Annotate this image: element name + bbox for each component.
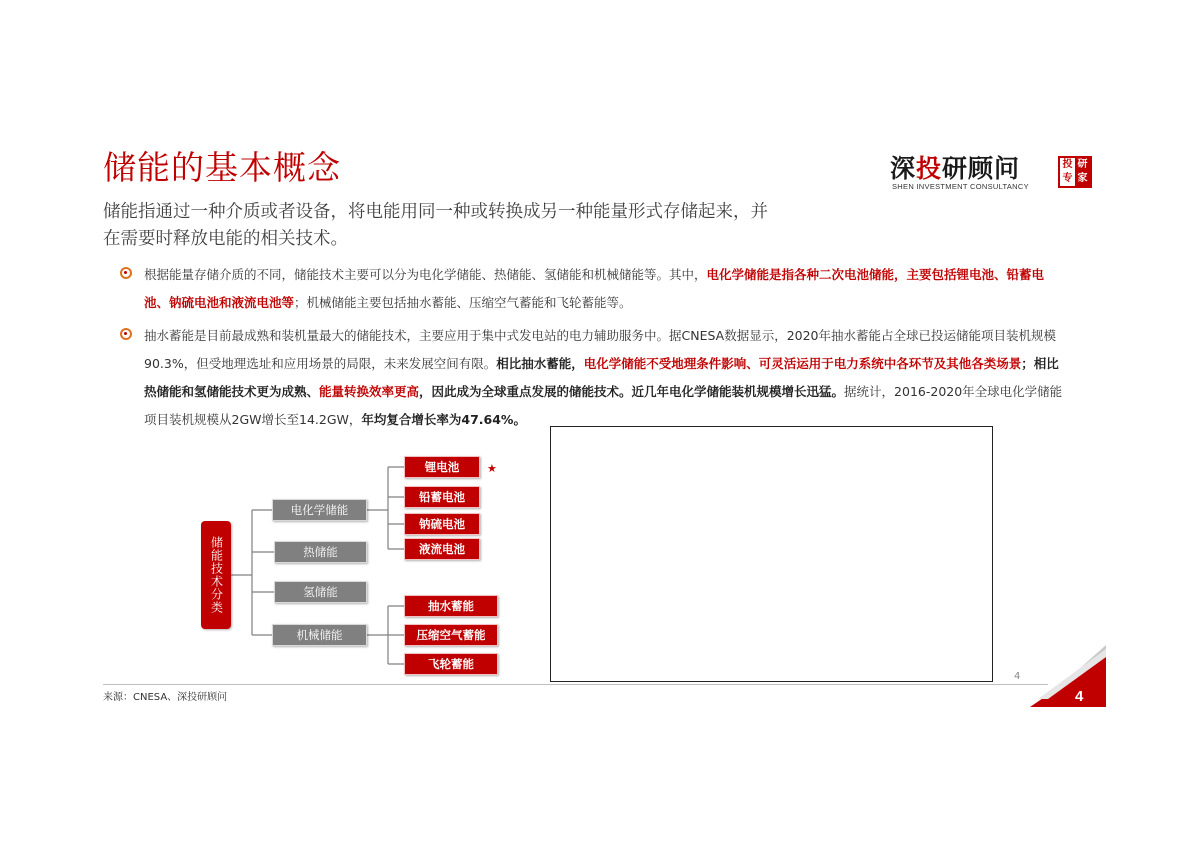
page-number-small: 4: [1014, 671, 1021, 682]
logo-seal: 投 研 专 家: [1058, 156, 1092, 188]
page-title: 储能的基本概念: [103, 148, 341, 187]
category-thermal: 热储能: [274, 541, 367, 563]
bullet-ring-icon: [120, 328, 132, 340]
bullet-ring-icon: [120, 267, 132, 279]
leaf-lithium-battery: 锂电池: [404, 456, 480, 478]
category-mechanical: 机械储能: [272, 624, 367, 646]
logo-wordmark: 深投研顾问: [890, 154, 1021, 183]
chart-placeholder-frame: [550, 426, 993, 682]
star-icon: ★: [487, 462, 497, 475]
category-electrochemical: 电化学储能: [272, 499, 367, 521]
logo-subtitle: SHEN INVESTMENT CONSULTANCY: [892, 182, 1029, 191]
leaf-flywheel: 飞轮蓄能: [404, 653, 498, 675]
page-number: 4: [1075, 688, 1084, 705]
intro-line-1: 储能指通过一种介质或者设备，将电能用同一种或转换成另一种能量形式存储起来，并: [103, 202, 768, 222]
leaf-sodium-sulfur-battery: 钠硫电池: [404, 513, 480, 535]
company-logo: [890, 154, 1096, 194]
intro-definition: [103, 199, 883, 253]
leaf-compressed-air: 压缩空气蓄能: [404, 624, 498, 646]
page-corner-decoration: [1030, 645, 1106, 707]
category-hydrogen: 氢储能: [274, 581, 367, 603]
source-note: 来源：CNESA、深投研顾问: [103, 692, 228, 703]
footer-divider: [103, 684, 1048, 685]
leaf-pumped-hydro: 抽水蓄能: [404, 595, 498, 617]
bullet-paragraph-pumped-hydro: [120, 322, 1065, 434]
intro-line-2: 在需要时释放电能的相关技术。: [103, 229, 348, 249]
diagram-root-node: 储能技术分类: [201, 521, 231, 629]
leaf-flow-battery: 液流电池: [404, 538, 480, 560]
bullet-text: 抽水蓄能是目前最成熟和装机量最大的储能技术，主要应用于集中式发电站的电力辅助服务中。据CNESA数据显示，2020年抽水蓄能占全球已投运储能项目装机规模90.3%，但受地理选址和应用场景的局限，未来发展空间有限。相比抽水蓄能，电化学储能不受地理条件影响、可灵活运用于电力系统中各环节及其他各类场景；相比热储能和氢储能技术更为成熟、能量转换效率更高，因此成为全球重点发展的储能技术。近几年电化学储能装机规模增长迅猛。据统计，2016-2020年全球电化学储能项目装机规模从2GW增长至14.2GW，年均复合增长率为47.64%。: [144, 328, 1063, 427]
bullet-text: 根据能量存储介质的不同，储能技术主要可以分为电化学储能、热储能、氢储能和机械储能等。其中，电化学储能是指各种二次电池储能，主要包括锂电池、铅蓄电池、钠硫电池和液流电池等；机械储能主要包括抽水蓄能、压缩空气蓄能和飞轮蓄能等。: [144, 267, 1045, 310]
storage-classification-diagram: [190, 450, 520, 680]
leaf-lead-acid-battery: 铅蓄电池: [404, 486, 480, 508]
bullet-paragraph-classification: [120, 261, 1065, 317]
